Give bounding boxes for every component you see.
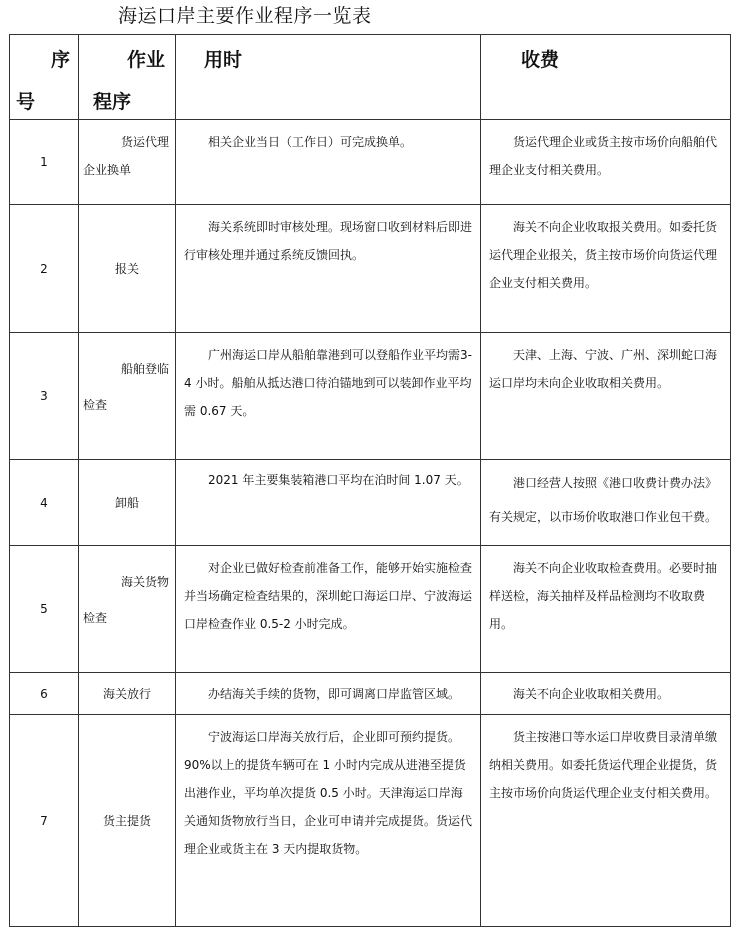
- operation-line: 船舶登临: [120, 362, 169, 376]
- row-number: 3: [10, 333, 79, 460]
- row-number: 6: [10, 673, 79, 715]
- row-operation: [79, 120, 176, 205]
- header-time: 用时: [176, 35, 481, 120]
- table-row: [10, 205, 731, 333]
- row-operation: [79, 715, 176, 927]
- header-op-top: 作业: [127, 49, 166, 71]
- row-number: 2: [10, 205, 79, 333]
- row-time: 宁波海运口岸海关放行后，企业即可预约提货。90%以上的提货车辆可在 1 小时内完成从进港至提货出港作业，平均单次提货 0.5 小时。天津海运口岸海关通知货物放行当日，企业可申请并完成提货。货运代理企业或货主在 3 天内提取货物。: [176, 715, 481, 927]
- row-fee: 港口经营人按照《港口收费计费办法》有关规定，以市场价收取港口作业包干费。: [481, 460, 731, 546]
- operation-line: 检查: [83, 611, 108, 625]
- row-number: 4: [10, 460, 79, 546]
- row-operation: [79, 460, 176, 546]
- row-fee: 货运代理企业或货主按市场价向船舶代理企业支付相关费用。: [481, 120, 731, 205]
- row-time: 2021 年主要集装箱港口平均在泊时间 1.07 天。: [176, 460, 481, 546]
- header-op-bottom: 程序: [93, 91, 132, 113]
- table-row: [10, 333, 731, 460]
- table-row: [10, 715, 731, 927]
- table-header-row: [10, 35, 731, 120]
- row-time: 相关企业当日（工作日）可完成换单。: [176, 120, 481, 205]
- operation-line: 企业换单: [83, 163, 132, 177]
- row-time: 海关系统即时审核处理。现场窗口收到材料后即进行审核处理并通过系统反馈回执。: [176, 205, 481, 333]
- operation-line: 卸船: [114, 495, 139, 510]
- row-time: 广州海运口岸从船舶靠港到可以登船作业平均需3-4 小时。船舶从抵达港口待泊锚地到可以装卸作业平均需 0.67 天。: [176, 333, 481, 460]
- header-seq: [10, 35, 79, 120]
- table-row: [10, 460, 731, 546]
- row-fee: 海关不向企业收取相关费用。: [481, 673, 731, 715]
- row-operation: [79, 546, 176, 673]
- row-time: 对企业已做好检查前准备工作，能够开始实施检查并当场确定检查结果的，深圳蛇口海运口岸、宁波海运口岸检查作业 0.5-2 小时完成。: [176, 546, 481, 673]
- header-operation: [79, 35, 176, 120]
- operation-line: 检查: [83, 398, 108, 412]
- row-operation: [79, 333, 176, 460]
- operation-line: 货运代理: [120, 135, 169, 149]
- header-seq-top: 序: [50, 49, 70, 71]
- table-row: [10, 120, 731, 205]
- row-time: 办结海关手续的货物，即可调离口岸监管区域。: [176, 673, 481, 715]
- header-fee: 收费: [481, 35, 731, 120]
- row-operation: [79, 205, 176, 333]
- page-title: 海运口岸主要作业程序一览表: [118, 5, 372, 27]
- row-fee: 海关不向企业收取报关费用。如委托货运代理企业报关，货主按市场价向货运代理企业支付相关费用。: [481, 205, 731, 333]
- row-fee: 货主按港口等水运口岸收费目录清单缴纳相关费用。如委托货运代理企业提货，货主按市场价向货运代理企业支付相关费用。: [481, 715, 731, 927]
- table-row: [10, 673, 731, 715]
- header-seq-bottom: 号: [16, 91, 36, 113]
- table-row: [10, 546, 731, 673]
- operation-line: 海关放行: [102, 686, 151, 701]
- row-number: 5: [10, 546, 79, 673]
- operation-line: 货主提货: [102, 813, 151, 828]
- row-fee: 海关不向企业收取检查费用。必要时抽样送检，海关抽样及样品检测均不收取费用。: [481, 546, 731, 673]
- procedure-table: [9, 34, 731, 927]
- row-number: 7: [10, 715, 79, 927]
- operation-line: 报关: [114, 261, 139, 276]
- row-operation: [79, 673, 176, 715]
- operation-line: 海关货物: [120, 575, 169, 589]
- row-fee: 天津、上海、宁波、广州、深圳蛇口海运口岸均未向企业收取相关费用。: [481, 333, 731, 460]
- row-number: 1: [10, 120, 79, 205]
